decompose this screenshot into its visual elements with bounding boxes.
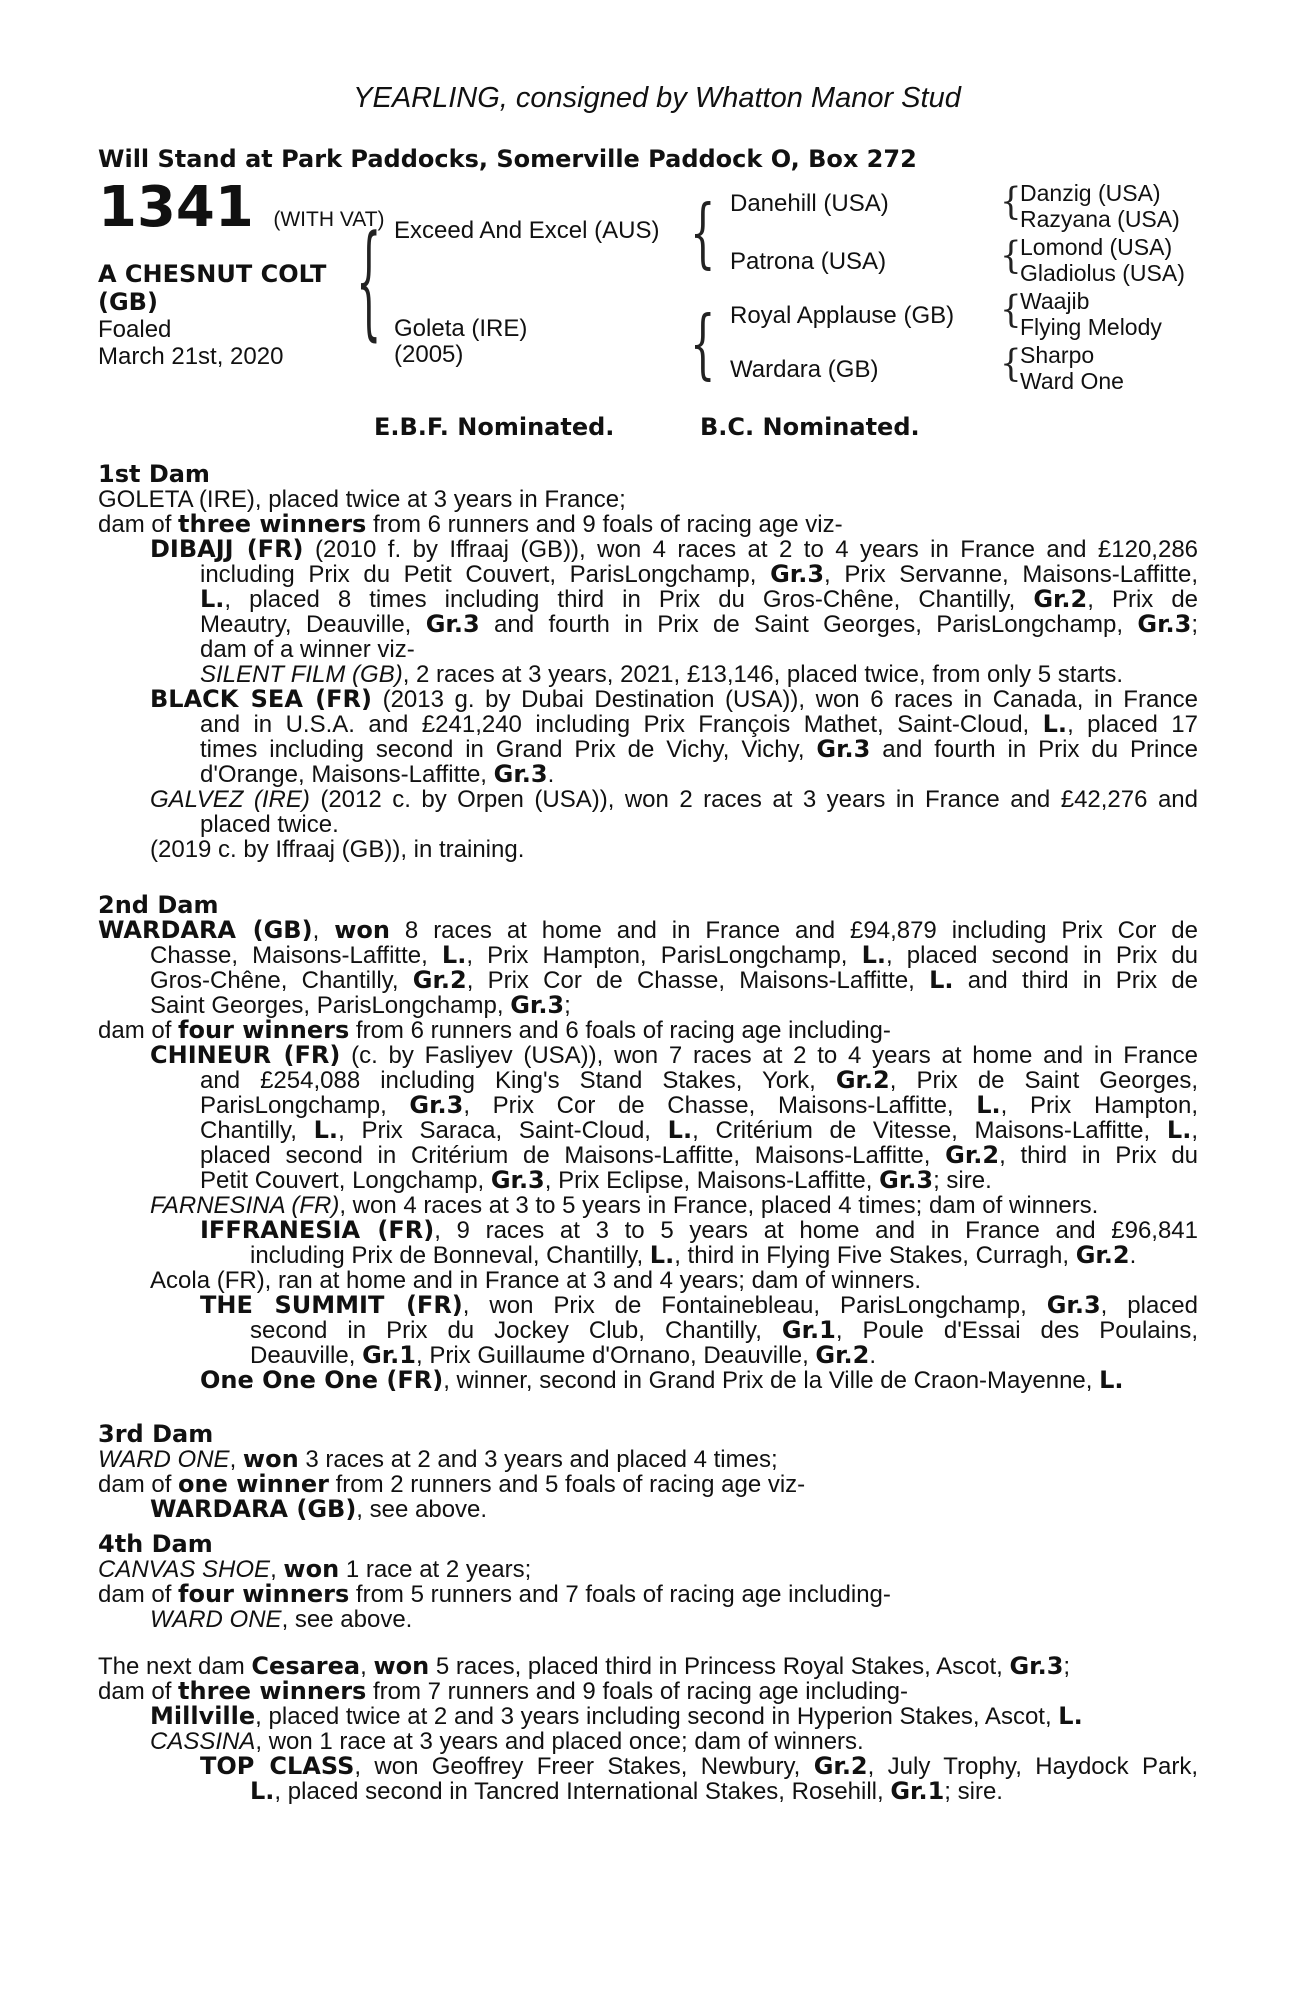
dam-summary: WARDARA (GB), won 8 races at home and in France and £94,879 including Prix Cor de [98, 916, 1199, 944]
horse-line-2: (GB) [98, 288, 158, 316]
dam-produce-summary: dam of three winners from 6 runners and 9 foals of racing age viz- [98, 510, 843, 538]
pedigree-brace-main: { [356, 212, 382, 355]
pedigree-gg-7: Sharpo [1020, 342, 1095, 368]
lot-number-value: 1341 [98, 175, 254, 240]
section-next-dam [98, 1654, 1198, 1804]
lot-vat: (WITH VAT) [273, 208, 385, 231]
produce-dibajj-line: dam of a winner viz- [200, 636, 415, 663]
produce-one-one-one: One One One (FR), winner, second in Grand Prix de la Ville de Craon-Mayenne, L. [200, 1366, 1124, 1394]
produce-dibajj-line: Meautry, Deauville, Gr.3 and fourth in Prix de Saint Georges, ParisLongchamp, Gr.3; [200, 610, 1199, 638]
section-4th-dam [98, 1532, 1198, 1632]
dam-produce-summary: dam of one winner from 2 runners and 5 foals of racing age viz- [98, 1470, 806, 1498]
pedigree-brace-g2: { [1000, 234, 1022, 278]
produce-dibajj: DIBAJJ (FR) (2010 f. by Iffraaj (GB)), won 4 races at 2 to 4 years in France and £120,286 [150, 535, 1199, 563]
produce-silent-film: SILENT FILM (GB), 2 races at 3 years, 2021, £13,146, placed twice, from only 5 starts. [200, 661, 1124, 688]
produce-wardara: WARDARA (GB), see above. [150, 1495, 488, 1523]
produce-the-summit: THE SUMMIT (FR), won Prix de Fontainebleau, ParisLongchamp, Gr.3, placed [200, 1291, 1199, 1319]
pedigree-dam: Goleta (IRE) [394, 315, 528, 342]
produce-chineur-line: ParisLongchamp, Gr.3, Prix Cor de Chasse, Maisons-Laffitte, L., Prix Hampton, [200, 1091, 1198, 1119]
dam-summary: GOLETA (IRE), placed twice at 3 years in France; [98, 486, 626, 513]
produce-millville: Millville, placed twice at 2 and 3 years including second in Hyperion Stakes, Ascot, L. [150, 1702, 1083, 1730]
pedigree-brace-sire: { [690, 190, 716, 278]
pedigree-dam-year: (2005) [394, 341, 464, 368]
pedigree-sire: Exceed And Excel (AUS) [394, 217, 660, 244]
produce-ward-one: WARD ONE, see above. [150, 1606, 413, 1633]
produce-chineur-line: Chantilly, L., Prix Saraca, Saint-Cloud, L., Critérium de Vitesse, Maisons-Laffitte, L., [200, 1116, 1198, 1144]
pedigree-brace-g3: { [1000, 288, 1022, 332]
section-heading: 2nd Dam [98, 891, 219, 919]
stand-location: Will Stand at Park Paddocks, Somerville Paddock O, Box 272 [98, 145, 917, 173]
produce-iffranesia: IFFRANESIA (FR), 9 races at 3 to 5 years at home and in France and £96,841 [200, 1216, 1198, 1244]
produce-the-summit-line: Deauville, Gr.1, Prix Guillaume d'Ornano, Deauville, Gr.2. [250, 1341, 877, 1369]
pedigree-brace-g4: { [1000, 342, 1022, 386]
dam-produce-summary: dam of three winners from 7 runners and 9 foals of racing age including- [98, 1677, 908, 1705]
foaled-date: March 21st, 2020 [98, 343, 284, 370]
produce-black-sea: BLACK SEA (FR) (2013 g. by Dubai Destination (USA)), won 6 races in Canada, in France [150, 685, 1198, 713]
pedigree-sire-sire: Danehill (USA) [730, 190, 889, 217]
ebf-nomination: E.B.F. Nominated. [374, 413, 615, 441]
horse-description [98, 260, 326, 316]
produce-dibajj-line: L., placed 8 times including third in Prix du Gros-Chêne, Chantilly, Gr.2, Prix de [200, 585, 1199, 613]
produce-cassina: CASSINA, won 1 race at 3 years and placed once; dam of winners. [150, 1728, 864, 1755]
produce-black-sea-line: d'Orange, Maisons-Laffitte, Gr.3. [200, 760, 555, 788]
produce-chineur-line: and £254,088 including King's Stand Stakes, York, Gr.2, Prix de Saint Georges, [200, 1066, 1198, 1094]
pedigree-gg-8: Ward One [1020, 368, 1124, 394]
pedigree-brace-g1: { [1000, 180, 1022, 224]
section-3rd-dam [98, 1422, 1198, 1522]
section-2nd-dam [98, 893, 1198, 1393]
section-heading: 3rd Dam [98, 1420, 214, 1448]
pedigree-brace-dam: { [690, 301, 716, 389]
dam-summary-line: Chasse, Maisons-Laffitte, L., Prix Hampton, ParisLongchamp, L., placed second in Prix du [150, 941, 1199, 969]
produce-farnesina: FARNESINA (FR), won 4 races at 3 to 5 years in France, placed 4 times; dam of winners. [150, 1192, 1099, 1219]
pedigree-gg-4: Gladiolus (USA) [1020, 260, 1185, 286]
pedigree-gg-1: Danzig (USA) [1020, 180, 1161, 206]
produce-top-class-line: L., placed second in Tancred International Stakes, Rosehill, Gr.1; sire. [250, 1777, 1003, 1805]
produce-dibajj-line: including Prix du Petit Couvert, ParisLongchamp, Gr.3, Prix Servanne, Maisons-Laffitte, [200, 560, 1198, 588]
pedigree-sire-dam: Patrona (USA) [730, 248, 887, 275]
produce-galvez: GALVEZ (IRE) (2012 c. by Orpen (USA)), won 2 races at 3 years in France and £42,276 and [150, 786, 1198, 813]
produce-chineur-line: Petit Couvert, Longchamp, Gr.3, Prix Eclipse, Maisons-Laffitte, Gr.3; sire. [200, 1166, 992, 1194]
bc-nomination: B.C. Nominated. [700, 413, 920, 441]
horse-line-1: A CHESNUT COLT [98, 260, 327, 288]
produce-chineur: CHINEUR (FR) (c. by Fasliyev (USA)), won 7 races at 2 to 4 years at home and in France [150, 1041, 1198, 1069]
section-heading: 4th Dam [98, 1530, 213, 1558]
produce-black-sea-line: times including second in Grand Prix de Vichy, Vichy, Gr.3 and fourth in Prix du Prince [200, 735, 1199, 763]
pedigree-gg-6: Flying Melody [1020, 314, 1162, 340]
dam-summary: CANVAS SHOE, won 1 race at 2 years; [98, 1555, 532, 1583]
section-1st-dam [98, 462, 1198, 862]
produce-black-sea-line: and in U.S.A. and £241,240 including Prix François Mathet, Saint-Cloud, L., placed 17 [200, 710, 1198, 738]
produce-iffranesia-line: including Prix de Bonneval, Chantilly, L., third in Flying Five Stakes, Curragh, Gr.2. [250, 1241, 1137, 1269]
lot-number [98, 175, 385, 240]
foaled-info [98, 316, 283, 370]
next-dam-summary: The next dam Cesarea, won 5 races, placed third in Princess Royal Stakes, Ascot, Gr.3; [98, 1652, 1071, 1680]
dam-produce-summary: dam of four winners from 6 runners and 6 foals of racing age including- [98, 1016, 891, 1044]
produce-the-summit-line: second in Prix du Jockey Club, Chantilly, Gr.1, Poule d'Essai des Poulains, [250, 1316, 1199, 1344]
dam-summary-line: Gros-Chêne, Chantilly, Gr.2, Prix Cor de Chasse, Maisons-Laffitte, L. and third in Prix de [150, 966, 1199, 994]
pedigree-dam-sire: Royal Applause (GB) [730, 302, 955, 329]
pedigree-gg-3: Lomond (USA) [1020, 234, 1173, 260]
produce-chineur-line: placed second in Critérium de Maisons-Laffitte, Maisons-Laffitte, Gr.2, third in Prix du [200, 1141, 1199, 1169]
pedigree-gg-5: Waajib [1020, 288, 1090, 314]
foaled-label: Foaled [98, 316, 172, 343]
produce-unnamed-2019: (2019 c. by Iffraaj (GB)), in training. [150, 836, 525, 863]
pedigree-dam-dam: Wardara (GB) [730, 356, 879, 383]
section-heading: 1st Dam [98, 460, 210, 488]
dam-summary-line: Saint Georges, ParisLongchamp, Gr.3; [150, 991, 571, 1019]
dam-produce-summary: dam of four winners from 5 runners and 7 foals of racing age including- [98, 1580, 891, 1608]
produce-galvez-line: placed twice. [200, 811, 339, 838]
produce-top-class: TOP CLASS, won Geoffrey Freer Stakes, Newbury, Gr.2, July Trophy, Haydock Park, [200, 1752, 1199, 1780]
dam-summary: WARD ONE, won 3 races at 2 and 3 years and placed 4 times; [98, 1445, 778, 1473]
pedigree-gg-2: Razyana (USA) [1020, 206, 1180, 232]
consignor-header: YEARLING, consigned by Whatton Manor Stud [353, 82, 961, 114]
produce-acola: Acola (FR), ran at home and in France at 3 and 4 years; dam of winners. [150, 1267, 922, 1294]
